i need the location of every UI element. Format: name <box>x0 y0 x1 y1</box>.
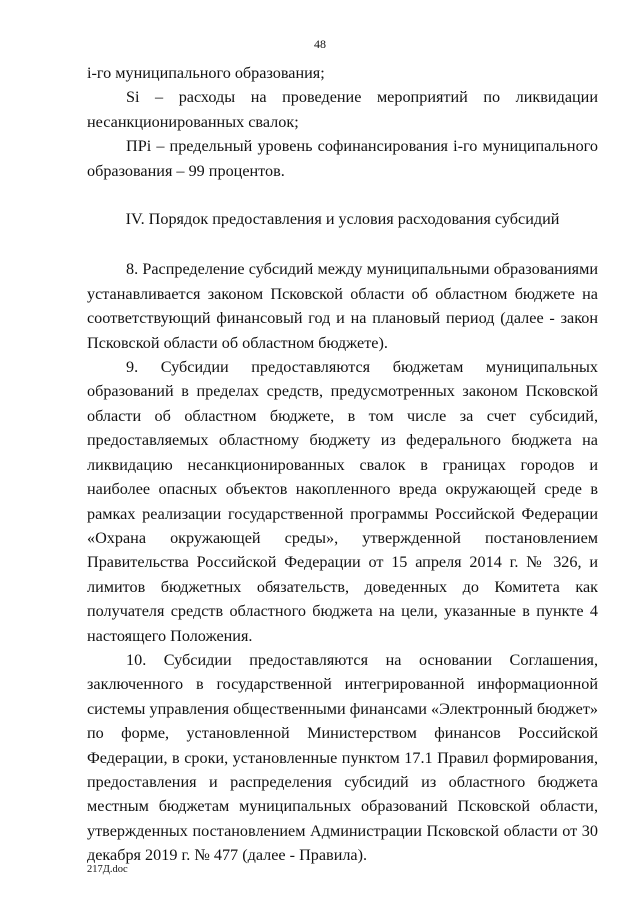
paragraph-si-definition: Si – расходы на проведение мероприятий по ликвидации несанкционированных свалок; <box>87 88 598 131</box>
paragraph-9: 9. Субсидии предоставляются бюджетам муниципальных образований в пределах средств, предусмотренных законом Псковской области об областном бюджете, в том числе за счет субсидий, предоставляемых областному бюджету из федерального бюджета на ликвидацию несанкционированных свалок в границах городов и наиболее опасных объектов накопленного вреда окружающей среде в рамках реализации государственной программы Российской Федерации «Охрана окружающей среды», утвержденной постановлением Правительства Российской Федерации от 15 апреля 2014 г. № 326, и лимитов бюджетных обязательств, доведенных до Комитета как получателя средств областного бюджета на цели, указанные в пункте 4 настоящего Положения. <box>87 358 598 645</box>
paragraph-continuation: i-го муниципального образования; <box>87 64 325 82</box>
footer-filename: 217Д.doc <box>87 864 128 875</box>
page-number: 48 <box>314 37 326 51</box>
paragraph-10: 10. Субсидии предоставляются на основании Соглашения, заключенного в государственной интегрированной информационной системы управления общественными финансами «Электронный бюджет» по форме, установленной Министерством финансов Российской Федерации, в сроки, установленные пунктом 17.1 Правил формирования, предоставления и распределения субсидий из областного бюджета местным бюджетам муниципальных образований Псковской области, утвержденных постановлением Администрации Псковской области от 30 декабря 2019 г. № 477 (далее - Правила). <box>87 650 598 865</box>
document-body <box>87 61 598 868</box>
section-heading: IV. Порядок предоставления и условия расходования субсидий <box>125 210 560 229</box>
paragraph-8: 8. Распределение субсидий между муниципальными образованиями устанавливается законом Псковской области об областном бюджете на соответствующий финансовый год и на плановый период (далее - закон Псковской области об областном бюджете). <box>87 260 598 352</box>
paragraph-pri-definition: ПРi – предельный уровень софинансирования i-го муниципального образования – 99 процентов. <box>87 137 598 180</box>
